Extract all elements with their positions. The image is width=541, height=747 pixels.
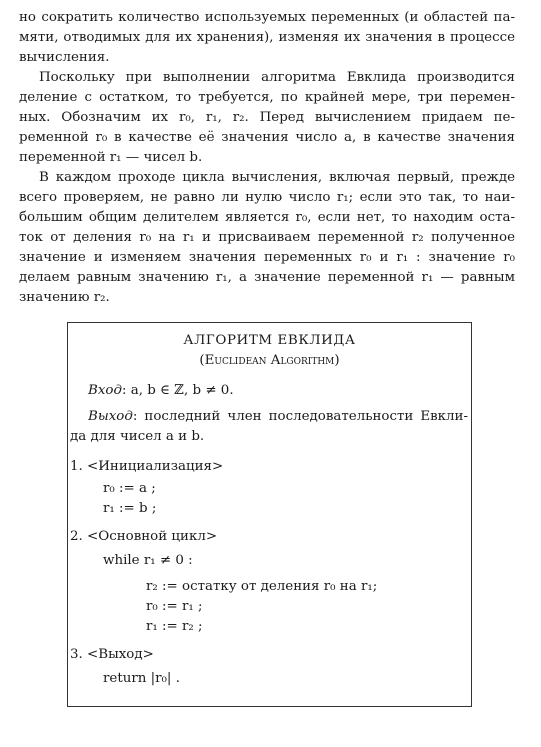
paragraph-1 bbox=[19, 8, 515, 68]
text-line: ных. Обозначим их r₀, r₁, r₂. Перед вычислением придаем пе- bbox=[19, 110, 515, 125]
output-label: Выход bbox=[88, 409, 133, 424]
algorithm-box bbox=[67, 322, 472, 707]
step-2-while: while r₁ ≠ 0 : bbox=[103, 553, 193, 568]
step-2-body-3: r₁ := r₂ ; bbox=[146, 619, 203, 634]
algorithm-input bbox=[88, 381, 234, 401]
text-line: значение и изменяем значения переменных r₀ и r₁ : значение r₀ bbox=[19, 250, 515, 265]
step-1-line-2: r₁ := b ; bbox=[103, 501, 157, 516]
text-line: ток от деления r₀ на r₁ и присваиваем переменной r₂ полученное bbox=[19, 230, 515, 245]
text-line: но сократить количество используемых переменных (и областей па- bbox=[19, 10, 515, 25]
text-line: всего проверяем, не равно ли нулю число r₁; если это так, то наи- bbox=[19, 190, 515, 205]
text-line: вычисления. bbox=[19, 50, 110, 65]
input-value: : a, b ∈ ℤ, b ≠ 0. bbox=[121, 383, 234, 398]
paragraph-2 bbox=[19, 68, 515, 168]
input-label: Вход bbox=[88, 383, 122, 398]
algorithm-output-line2: да для чисел a и b. bbox=[70, 429, 205, 444]
step-2-body-1: r₂ := остатку от деления r₀ на r₁; bbox=[146, 579, 378, 594]
step-3-return: return |r₀| . bbox=[103, 671, 180, 686]
algorithm-title: АЛГОРИТМ ЕВКЛИДА bbox=[183, 333, 356, 348]
text-line: переменной r₁ — чисел b. bbox=[19, 150, 203, 165]
step-1-header: 1. <Инициализация> bbox=[70, 459, 224, 474]
text-line: делаем равным значению r₁, а значение переменной r₁ — равным bbox=[19, 270, 515, 285]
algorithm-output-line1 bbox=[88, 407, 468, 427]
text-line: В каждом проходе цикла вычисления, включая первый, прежде bbox=[39, 170, 515, 185]
text-line: мяти, отводимых для их хранения), изменяя их значения в процессе bbox=[19, 30, 515, 45]
step-1-line-1: r₀ := a ; bbox=[103, 481, 156, 496]
algorithm-subtitle: (Euclidean Algorithm) bbox=[199, 353, 340, 368]
output-text: : последний член последовательности Евкли- bbox=[132, 409, 468, 424]
step-3-header: 3. <Выход> bbox=[70, 647, 154, 662]
text-line: большим общим делителем является r₀, если нет, то находим оста- bbox=[19, 210, 515, 225]
text-line: значению r₂. bbox=[19, 290, 110, 305]
text-line: Поскольку при выполнении алгоритма Евклида производится bbox=[39, 70, 515, 85]
text-line: деление с остатком, то требуется, по крайней мере, три перемен- bbox=[19, 90, 515, 105]
step-2-header: 2. <Основной цикл> bbox=[70, 529, 218, 544]
step-2-body-2: r₀ := r₁ ; bbox=[146, 599, 203, 614]
text-line: ременной r₀ в качестве её значения число a, в качестве значения bbox=[19, 130, 515, 145]
paragraph-3 bbox=[19, 168, 515, 308]
